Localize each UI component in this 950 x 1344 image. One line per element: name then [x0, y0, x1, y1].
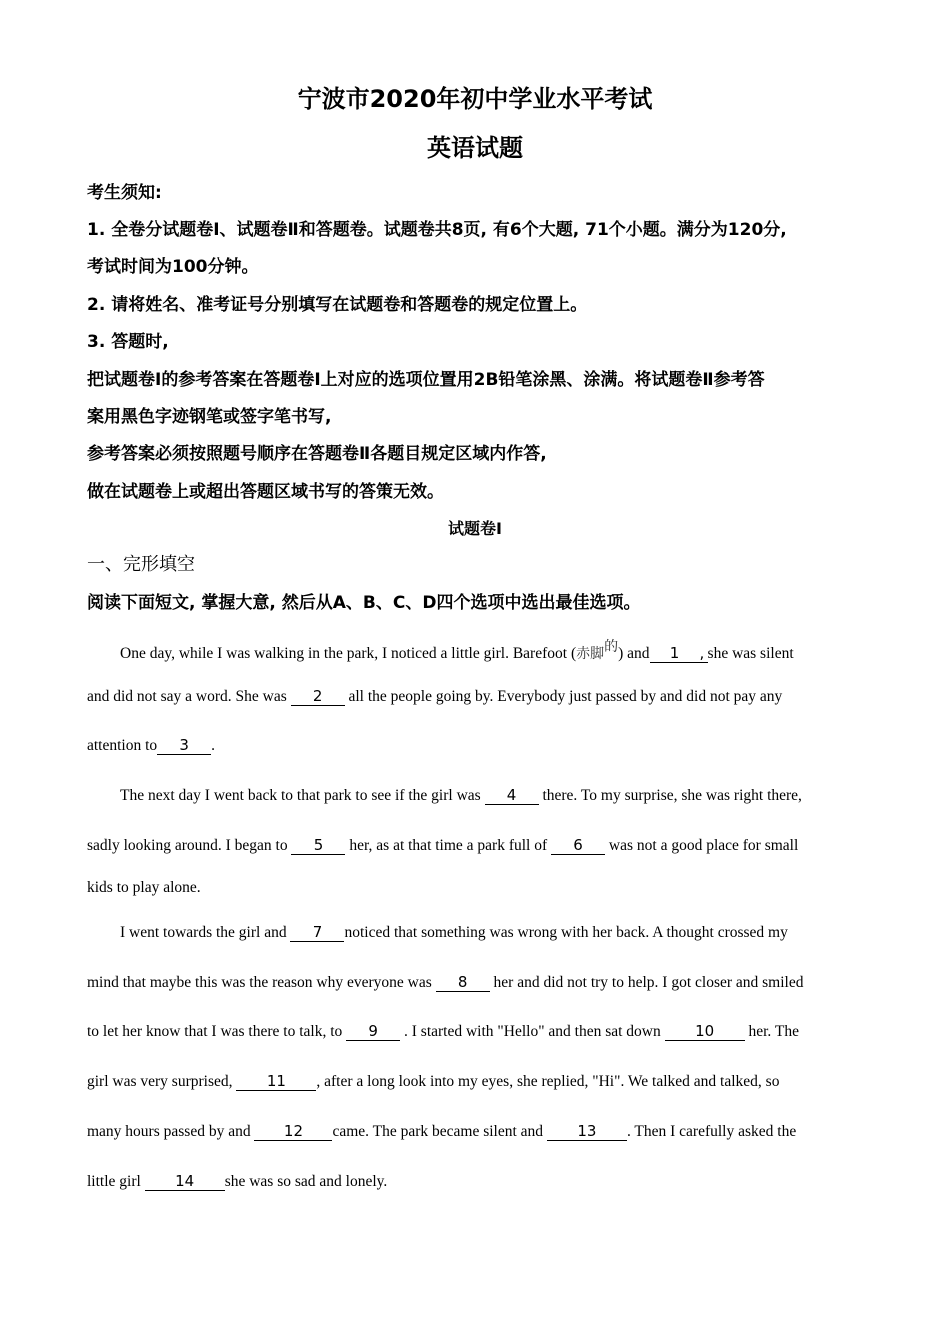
blank-4[interactable]: 4 [485, 787, 539, 805]
passage-line: many hours passed by and 12 came. The park became silent and 13 . Then I carefully asked the [87, 1122, 797, 1140]
passage-line: The next day I went back to that park to see if the girl was 4 there. To my surprise, she was right there, [120, 786, 802, 804]
notice-line: 考试时间为100分钟。 [87, 257, 259, 277]
part-instruction: 阅读下面短文, 掌握大意, 然后从A、B、C、D四个选项中选出最佳选项。 [87, 593, 641, 613]
blank-2[interactable]: 2 [291, 688, 345, 706]
blank-1[interactable]: 1 [650, 645, 700, 663]
blank-12[interactable]: 12 [254, 1123, 332, 1141]
passage-line: sadly looking around. I began to 5 her, as at that time a park full of 6 was not a good place for small [87, 836, 799, 854]
notice-line: 2. 请将姓名、准考证号分别填写在试题卷和答题卷的规定位置上。 [87, 295, 588, 315]
blank-13[interactable]: 13 [547, 1123, 627, 1141]
passage-line: to let her know that I was there to talk, to 9 . I started with "Hello" and then sat down 10 her. The [87, 1022, 800, 1040]
blank-3[interactable]: 3 [157, 737, 211, 755]
notice-line: 参考答案必须按照题号顺序在答题卷Ⅱ各题目规定区域内作答, [87, 444, 547, 464]
blank-8[interactable]: 8 [436, 974, 490, 992]
passage-line: One day, while I was walking in the park, I noticed a little girl. Barefoot (赤脚的) and 1 , she was silent [120, 639, 794, 662]
passage-line: girl was very surprised, 11 , after a long look into my eyes, she replied, "Hi". We talked and talked, so [87, 1072, 780, 1090]
notice-line: 1. 全卷分试题卷I、试题卷Ⅱ和答题卷。试题卷共8页, 有6个大题, 71个小题。满分为120分, [87, 220, 787, 240]
notice-line: 做在试题卷上或超出答题区域书写的答策无效。 [87, 482, 444, 502]
passage-line: attention to 3 . [87, 736, 216, 754]
blank-9[interactable]: 9 [346, 1023, 400, 1041]
blank-14[interactable]: 14 [145, 1173, 225, 1191]
blank-5[interactable]: 5 [291, 837, 345, 855]
passage-line: mind that maybe this was the reason why everyone was 8 her and did not try to help. I got closer and smiled [87, 973, 804, 991]
exam-title: 宁波市2020年初中学业水平考试 [297, 85, 653, 113]
blank-1-comma: , [700, 645, 708, 663]
blank-11[interactable]: 11 [236, 1073, 316, 1091]
passage-line: I went towards the girl and 7 noticed that something was wrong with her back. A thought crossed my [120, 923, 788, 941]
blank-10[interactable]: 10 [665, 1023, 745, 1041]
blank-6[interactable]: 6 [551, 837, 605, 855]
notice-line: 3. 答题时, [87, 332, 169, 352]
notice-line: 把试题卷I的参考答案在答题卷I上对应的选项位置用2B铅笔涂黑、涂满。将试题卷Ⅱ参考答 [87, 370, 765, 390]
passage-line: little girl 14 she was so sad and lonely. [87, 1172, 388, 1190]
notice-line: 案用黑色字迹钢笔或签字笔书写, [87, 407, 332, 427]
passage-line: and did not say a word. She was 2 all the people going by. Everybody just passed by and did not pay any [87, 687, 783, 705]
blank-7[interactable]: 7 [290, 924, 344, 942]
passage-line: kids to play alone. [87, 879, 201, 896]
exam-subtitle: 英语试题 [427, 134, 523, 162]
volume-heading: 试题卷I [448, 519, 502, 538]
notice-heading: 考生须知: [87, 183, 162, 203]
part-heading: 一、完形填空 [87, 554, 195, 575]
